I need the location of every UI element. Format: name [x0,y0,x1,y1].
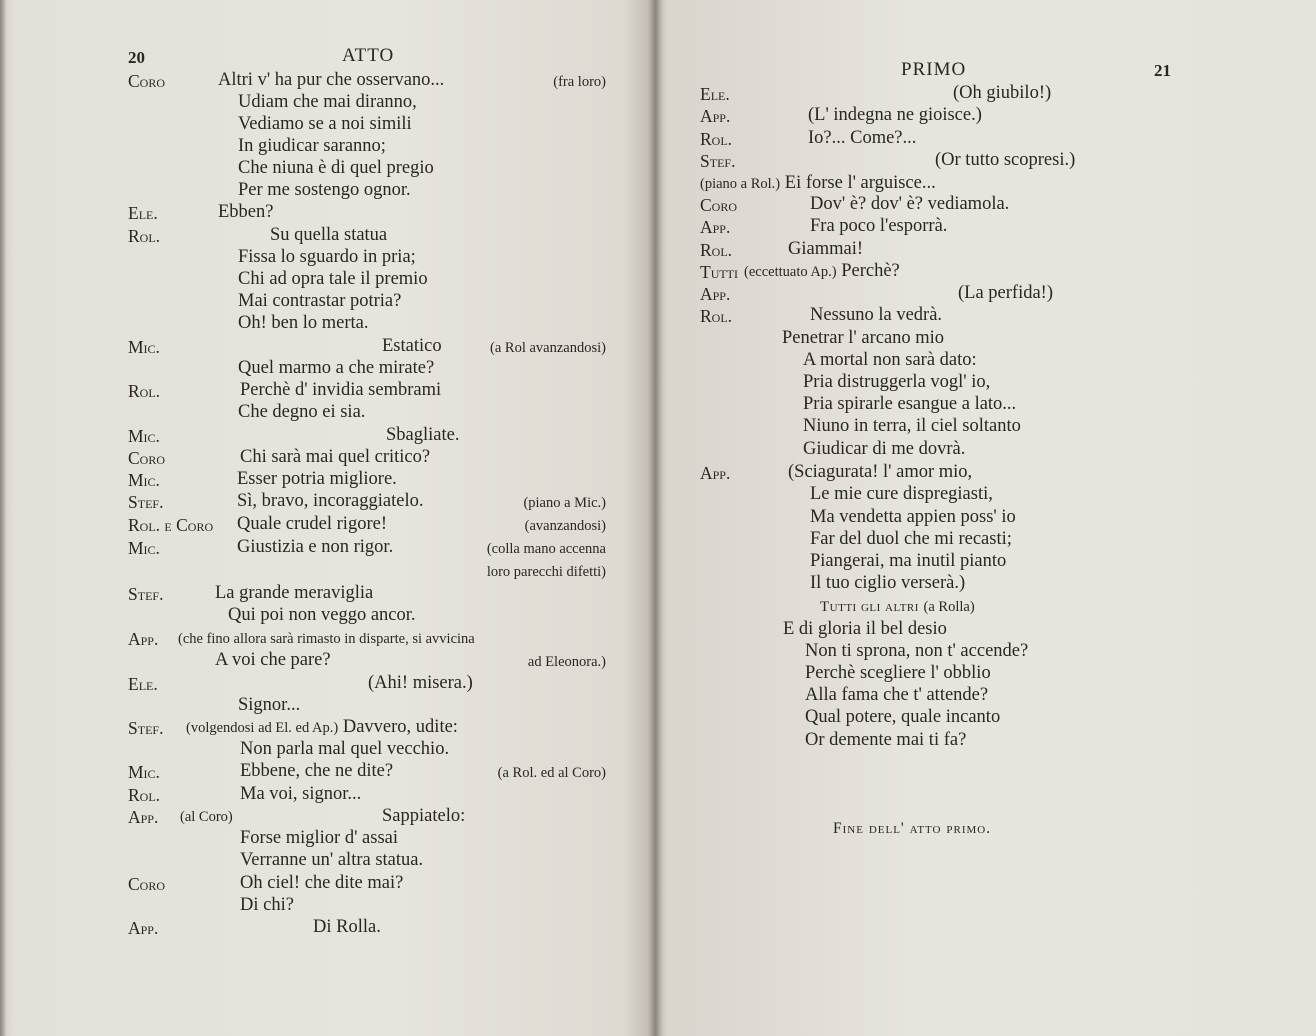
verse-text: Oh! ben lo merta. [238,313,369,333]
verse-text: Mai contrastar potria? [238,291,402,311]
verse-line [178,627,475,650]
speaker-name: Ele. [128,203,158,223]
verse-line [238,290,401,312]
stage-direction: (al Coro) [180,809,233,825]
verse-text: Chi ad opra tale il premio [238,269,428,289]
stage-direction: (eccettuato Ap.) [744,264,837,280]
speaker-name: Rol. [700,240,733,260]
verse-line [803,415,1021,437]
verse-line [238,312,369,334]
verse-line [810,215,947,237]
stage-direction: (fra loro) [553,74,606,90]
stage-direction: ad Eleonora.) [527,654,606,670]
verse-text: Dov' è? dov' è? vediamola. [810,194,1010,214]
verse-text: Giudicar di me dovrà. [803,439,966,459]
verse-text: Quale crudel rigore! [237,514,387,534]
verse-text: Alla fama che t' attende? [805,685,989,705]
verse-text: Ma vendetta appien poss' io [810,507,1016,527]
verse-text: Perchè scegliere l' obblio [805,663,991,683]
verse-line [215,649,331,671]
verse-line [782,327,944,349]
verse-line [953,82,1051,104]
stage-direction: (colla mano accenna [486,541,606,557]
verse-line [810,528,1012,550]
verse-text: (Or tutto scopresi.) [935,150,1076,170]
verse-text: Di chi? [240,895,294,915]
verse-line [218,69,444,91]
stage-direction: Tutti gli altri [820,599,919,615]
verse-text: Signor... [238,695,301,715]
verse-line [218,201,273,223]
verse-text: Or demente mai ti fa? [805,730,967,750]
speaker-name: Stef. [128,492,164,512]
speaker-name: Mic. [128,337,160,357]
speaker-name: App. [700,463,731,483]
verse-line [810,572,965,594]
verse-text: Perchè? [841,261,900,281]
verse-line [238,694,300,716]
verse-line [803,349,977,371]
speaker-name: Stef. [128,584,164,604]
verse-line [803,438,965,460]
speaker-name: Mic. [128,470,160,490]
verse-text: La grande meraviglia [215,583,374,603]
page-number: 21 [1154,61,1171,80]
verse-line [237,513,387,535]
stage-direction: (piano a Rol.) [700,176,781,192]
verse-line [238,157,434,179]
verse-text: Pria distruggerla vogl' io, [803,372,991,392]
verse-line [386,424,459,446]
verse-line [237,490,424,512]
stage-direction: (avanzandosi) [524,518,606,534]
end-note: Fine dell' atto primo. [833,820,992,837]
verse-line [805,706,1000,728]
verse-text: Oh ciel! che dite mai? [240,873,404,893]
verse-text: In giudicar saranno; [238,136,386,156]
verse-line [808,104,982,126]
speaker-name: Coro [128,71,166,91]
verse-line [788,461,972,483]
verse-text: (Sciagurata! l' amor mio, [788,462,973,482]
verse-line [368,672,473,694]
verse-text: Ei forse l' arguisce... [784,173,936,193]
speaker-name: Mic. [128,762,160,782]
speaker-name: Rol. [700,306,733,326]
verse-line [238,113,412,135]
verse-text: (La perfida!) [958,283,1054,303]
verse-text: Qual potere, quale incanto [805,707,1001,727]
speaker-name: Tutti [700,262,739,282]
stage-direction: (a Rol avanzandosi) [490,340,606,356]
verse-line [240,827,398,849]
verse-text: Chi sarà mai quel critico? [240,447,431,467]
verse-text: Ma voi, signor... [240,784,362,804]
verse-text: Sbagliate. [386,425,460,445]
speaker-name: Mic. [128,426,160,446]
verse-text: Davvero, udite: [342,717,458,737]
verse-text: (Ahi! misera.) [368,673,473,693]
stage-direction: loro parecchi difetti) [486,564,606,580]
verse-line [382,335,442,357]
speaker-name: Ele. [700,84,730,104]
verse-text: Vediamo se a noi simili [238,114,412,134]
verse-line [237,536,393,558]
verse-line [810,483,993,505]
verse-line [240,446,430,468]
verse-text: A voi che pare? [215,650,331,670]
stage-direction: (volgendosi ad El. ed Ap.) [186,720,339,736]
speaker-name: Stef. [700,151,736,171]
verse-text: Ebbene, che ne dite? [240,761,394,781]
verse-line [958,282,1053,304]
verse-text: Far del duol che mi recasti; [810,529,1012,549]
right-page [655,0,1316,1036]
verse-line [215,582,373,604]
verse-text: Sì, bravo, incoraggiatelo. [237,491,424,511]
speaker-name: Mic. [128,538,160,558]
speaker-name: Coro [700,195,738,215]
page-edge [0,0,6,1036]
verse-text: Sappiatelo: [382,806,466,826]
verse-line [240,783,361,805]
verse-line [805,684,988,706]
verse-line [240,872,403,894]
verse-line [240,760,393,782]
verse-line [820,595,975,618]
verse-text: (L' indegna ne gioisce.) [808,105,982,125]
verse-text: Non ti sprona, non t' accende? [805,641,1029,661]
verse-text: A mortal non sarà dato: [803,350,977,370]
verse-line [186,716,458,739]
verse-line [238,357,434,379]
verse-text: Estatico [382,336,442,356]
verse-text: Forse miglior d' assai [240,828,398,848]
verse-text: Le mie cure dispregiasti, [810,484,993,504]
verse-text: Giammai! [788,239,864,259]
verse-text: Penetrar l' arcano mio [782,328,945,348]
verse-text: Esser potria migliore. [237,469,397,489]
verse-line [238,179,411,201]
verse-text: Di Rolla. [313,917,381,937]
page-number: 20 [128,48,145,67]
verse-text: Che degno ei sia. [238,402,366,422]
verse-line [700,172,936,195]
verse-line [238,268,428,290]
verse-line [238,135,386,157]
verse-text: Per me sostengo ognor. [238,180,411,200]
verse-line [240,894,294,916]
left-page [0,0,655,1036]
verse-line [810,506,1016,528]
verse-line [810,550,1006,572]
verse-line [238,91,417,113]
verse-line [238,401,365,423]
stage-direction: (piano a Mic.) [523,495,606,511]
stage-direction: (a Rolla) [923,599,975,615]
verse-line [240,849,423,871]
speaker-name: Rol. [128,381,161,401]
verse-text: Giustizia e non rigor. [237,537,394,557]
verse-line [805,729,966,751]
verse-text: Che niuna è di quel pregio [238,158,434,178]
verse-text: Pria spirarle esangue a lato... [803,394,1017,414]
speaker-name: Rol. [128,785,161,805]
book-gutter [648,0,662,1036]
verse-text: E di gloria il bel desio [783,619,947,639]
speaker-name: App. [700,217,731,237]
verse-line [805,640,1028,662]
verse-text: Verranne un' altra statua. [240,850,424,870]
verse-text: Non parla mal quel vecchio. [240,739,450,759]
verse-text: Niuno in terra, il ciel soltanto [803,416,1021,436]
verse-text: (Oh giubilo!) [953,83,1052,103]
verse-line [810,193,1009,215]
verse-line [803,371,990,393]
verse-text: Udiam che mai diranno, [238,92,417,112]
verse-line [744,260,900,283]
speaker-name: App. [128,807,159,827]
verse-line [180,805,466,828]
verse-line [935,149,1075,171]
verse-text: Su quella statua [270,225,388,245]
verse-text: Nessuno la vedrà. [810,305,943,325]
verse-line [805,662,991,684]
stage-direction: (che fino allora sarà rimasto in disparte, si avvicina [178,631,475,647]
verse-text: Fissa lo sguardo in pria; [238,247,416,267]
verse-line [313,916,381,938]
verse-text: Io?... Come?... [808,128,917,148]
verse-text: Perchè d' invidia sembrami [240,380,442,400]
speaker-name: App. [128,918,159,938]
verse-text: Altri v' ha pur che osservano... [218,70,445,90]
verse-text: Fra poco l'esporrà. [810,216,948,236]
speaker-name: Ele. [128,674,158,694]
verse-line [788,238,863,260]
verse-line [237,468,397,490]
speaker-name: App. [700,284,731,304]
verse-text: Ebben? [218,202,274,222]
verse-text: Il tuo ciglio verserà.) [810,573,966,593]
running-head: PRIMO [901,59,967,80]
verse-line [810,304,942,326]
verse-line [240,738,449,760]
verse-text: Qui poi non veggo ancor. [228,605,416,625]
verse-line [270,224,387,246]
verse-line [238,246,416,268]
speaker-name: App. [128,629,159,649]
speaker-name: Coro [128,448,166,468]
verse-line [228,604,416,626]
speaker-name: Rol. [700,129,733,149]
stage-direction: (a Rol. ed al Coro) [497,765,606,781]
speaker-name: App. [700,106,731,126]
verse-text: Piangerai, ma inutil pianto [810,551,1007,571]
speaker-name: Coro [128,874,166,894]
speaker-name: Stef. [128,718,164,738]
speaker-name: Rol. e Coro [128,515,214,535]
verse-line [803,393,1016,415]
verse-line [783,618,947,640]
verse-text: Quel marmo a che mirate? [238,358,435,378]
running-head: ATTO [342,45,395,66]
verse-line [808,127,916,149]
speaker-name: Rol. [128,226,161,246]
verse-line [240,379,441,401]
